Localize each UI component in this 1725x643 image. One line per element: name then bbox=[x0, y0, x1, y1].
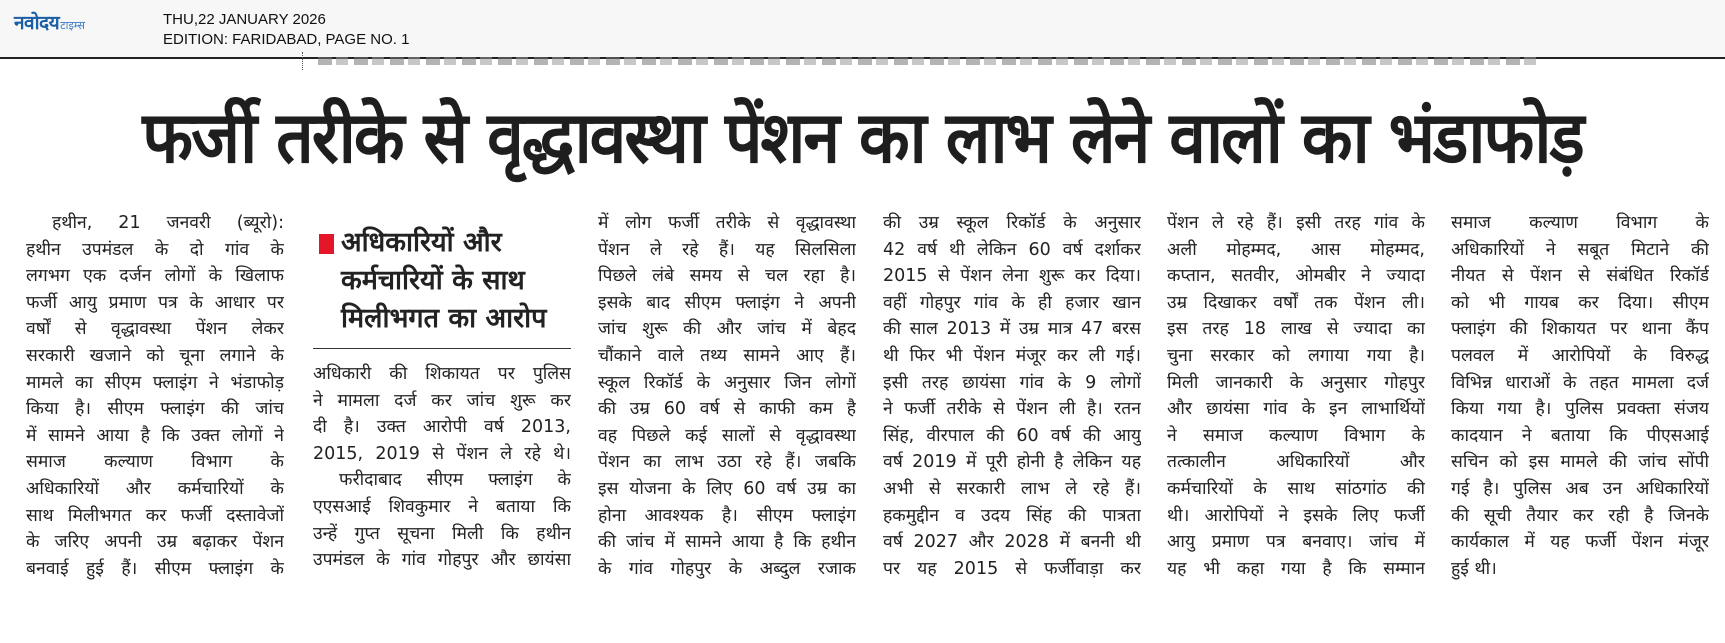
article-text-line: पलवल में आरोपियों के विरुद्ध bbox=[1451, 345, 1709, 366]
article-column-2 bbox=[313, 210, 571, 574]
article-text-line: हथीन उपमंडल के दो गांव के bbox=[26, 239, 284, 260]
article-text-line: वर्षों से वृद्धावस्था पेंशन लेकर bbox=[26, 319, 284, 340]
subheadline-text: अधिकारियों और कर्मचारियों के साथ मिलीभगत का आरोप bbox=[341, 227, 547, 334]
article-text-line: की साल 2013 में उम्र मात्र 47 बरस bbox=[883, 319, 1141, 340]
article-text-line: में सामने आया है कि उक्त लोगों ने bbox=[26, 425, 284, 446]
article-text-line: आयु प्रमाण पत्र बनवाए। जांच में bbox=[1167, 532, 1425, 553]
article-text-line: चौंकाने वाले तथ्य सामने आए हैं। bbox=[598, 345, 856, 366]
article-text-line: सिंह, वीरपाल की 60 वर्ष की आयु bbox=[883, 425, 1141, 446]
article-text-line: इस तरह 18 लाख से ज्यादा का bbox=[1167, 319, 1425, 340]
cropped-text-line bbox=[318, 57, 1538, 65]
article-text-line: इसके बाद सीएम फ्लाइंग ने अपनी bbox=[598, 292, 856, 313]
article-text-line: चुना सरकार को लगाया गया है। bbox=[1167, 345, 1425, 366]
article-text-line: की उम्र 60 वर्ष से काफी कम है bbox=[598, 399, 856, 420]
date-line: THU,22 JANUARY 2026 bbox=[163, 11, 326, 28]
article-text-line: कप्तान, सतवीर, ओमबीर ने ज्यादा bbox=[1167, 266, 1425, 287]
article-text-line: वहीं गोहपुर गांव के ही हजार खान bbox=[883, 292, 1141, 313]
article-text-line: उपमंडल के गांव गोहपुर और छायंसा bbox=[313, 550, 571, 571]
article-text-line: वर्ष 2019 में पूरी होनी है लेकिन यह bbox=[883, 452, 1141, 473]
article-text-line: फर्जी आयु प्रमाण पत्र के आधार पर bbox=[26, 292, 284, 313]
article-text-line: फ्लाइंग की शिकायत पर थाना कैंप bbox=[1451, 319, 1709, 340]
article-text-line: और छायंसा गांव के इन लाभार्थियों bbox=[1167, 399, 1425, 420]
article-body bbox=[26, 210, 1709, 598]
article-text-line: 2015 से पेंशन लेना शुरू कर दिया। bbox=[883, 266, 1141, 287]
article-text-line: जांच शुरू की और जांच में बेहद bbox=[598, 319, 856, 340]
article-text-line: अभी से सरकारी लाभ ले रहे हैं। bbox=[883, 478, 1141, 499]
article-text-line: के गांव गोहपुर के अब्दुल रजाक bbox=[598, 558, 856, 579]
article-text-line: इस योजना के लिए 60 वर्ष उम्र का bbox=[598, 478, 856, 499]
edition-line: EDITION: FARIDABAD, PAGE NO. 1 bbox=[163, 31, 410, 48]
article-text-line: हथीन, 21 जनवरी (ब्यूरो): bbox=[52, 213, 284, 233]
article-text-line: किया है। सीएम फ्लाइंग की जांच bbox=[26, 399, 284, 420]
logo-sub-text: टाइम्स bbox=[60, 19, 85, 32]
article-text-line: तत्कालीन अधिकारियों और bbox=[1167, 452, 1425, 473]
column-2-text bbox=[313, 361, 571, 574]
article-text-line: इसी तरह छायंसा गांव के 9 लोगों bbox=[883, 372, 1141, 393]
article-text-line: एएसआई शिवकुमार ने बताया कि bbox=[313, 496, 571, 517]
article-text-line: स्कूल रिकॉर्ड के अनुसार जिन लोगों bbox=[598, 372, 856, 393]
article-text-line: के जरिए अपनी उम्र बढ़ाकर पेंशन bbox=[26, 532, 284, 553]
article-column-3 bbox=[598, 210, 856, 582]
article-text-line: लगभग एक दर्जन लोगों के खिलाफ bbox=[26, 266, 284, 287]
previous-article-cutoff bbox=[300, 52, 1540, 70]
article-text-line: सचिन को इस मामले की जांच सोंपी bbox=[1451, 452, 1709, 473]
article-subheadline bbox=[313, 224, 571, 349]
article-text-line: हकमुद्दीन व उदय सिंह की पात्रता bbox=[883, 505, 1141, 526]
article-column-1 bbox=[26, 210, 284, 582]
article-text-line: विभिन्न धाराओं के तहत मामला दर्ज bbox=[1451, 372, 1709, 393]
article-text-line: साथ मिलीभगत कर फर्जी दस्तावेजों bbox=[26, 505, 284, 526]
article-text-line: वर्ष 2027 और 2028 में बननी थी bbox=[883, 532, 1141, 553]
article-text-line: अधिकारियों और कर्मचारियों के bbox=[26, 478, 284, 499]
article-text-line: दी है। उक्त आरोपी वर्ष 2013, bbox=[313, 417, 571, 438]
article-text-line: ने मामला दर्ज कर जांच शुरू कर bbox=[313, 390, 571, 411]
article-text-line: थी। आरोपियों ने इसके लिए फर्जी bbox=[1167, 505, 1425, 526]
article-text-line: समाज कल्याण विभाग के bbox=[26, 452, 284, 473]
article-text-line: अधिकारियों ने सबूत मिटाने की bbox=[1451, 239, 1709, 260]
article-text-line: गई है। पुलिस अब उन अधिकारियों bbox=[1451, 478, 1709, 499]
article-text-line: मामले का सीएम फ्लाइंग ने भंडाफोड़ bbox=[26, 372, 284, 393]
publication-logo[interactable] bbox=[14, 9, 85, 35]
article-text-line: ने समाज कल्याण विभाग के bbox=[1167, 425, 1425, 446]
article-text-line: मिली जानकारी के अनुसार गोहपुर bbox=[1167, 372, 1425, 393]
logo-main-text: नवोदय bbox=[14, 12, 60, 34]
article-column-5 bbox=[1167, 210, 1425, 582]
article-text-line: की जांच में सामने आया है कि हथीन bbox=[598, 532, 856, 553]
article-text-line: हुई थी। bbox=[1451, 558, 1497, 579]
article-text-line: थी फिर भी पेंशन मंजूर कर ली गई। bbox=[883, 345, 1141, 366]
article-text-line: अली मोहम्मद, आस मोहम्मद, bbox=[1167, 239, 1425, 260]
article-text-line: नीयत से पेंशन से संबंधित रिकॉर्ड bbox=[1451, 266, 1709, 287]
column-divider bbox=[302, 52, 303, 70]
next-article-headline-cutoff bbox=[0, 608, 1725, 643]
article-text-line: फरीदाबाद सीएम फ्लाइंग के bbox=[339, 470, 571, 491]
article-text-line: सरकारी खजाने को चूना लगाने के bbox=[26, 345, 284, 366]
article-text-line: कार्यकाल में यह फर्जी पेंशन मंजूर bbox=[1451, 532, 1709, 553]
article-text-line: पेंशन ले रहे हैं। यह सिलसिला bbox=[598, 239, 856, 260]
article-column-6 bbox=[1451, 210, 1709, 582]
article-text-line: की सूची तैयार कर रही है जिनके bbox=[1451, 505, 1709, 526]
article-text-line: बनवाई हुई हैं। सीएम फ्लाइंग के bbox=[26, 558, 284, 579]
article-text-line: उन्हें गुप्त सूचना मिली कि हथीन bbox=[313, 523, 571, 544]
newspaper-header-bar bbox=[0, 0, 1725, 59]
article-text-line: पेंशन का लाभ उठा रहे हैं। जबकि bbox=[598, 452, 856, 473]
article-text-line: 2015, 2019 से पेंशन ले रहे थे। bbox=[313, 443, 571, 464]
article-column-4 bbox=[883, 210, 1141, 582]
article-headline: फर्जी तरीके से वृद्धावस्था पेंशन का लाभ लेने वालों का भंडाफोड़ bbox=[142, 95, 1583, 180]
article-text-line: कादयान ने बताया कि पीएसआई bbox=[1451, 425, 1709, 446]
article-text-line: होना आवश्यक है। सीएम फ्लाइंग bbox=[598, 505, 856, 526]
article-text-line: ने फर्जी तरीके से पेंशन ली है। रतन bbox=[883, 399, 1141, 420]
article-text-line: यह भी कहा गया है कि सम्मान bbox=[1167, 558, 1425, 579]
article-text-line: उम्र दिखाकर वर्षों तक पेंशन ली। bbox=[1167, 292, 1425, 313]
edition-info bbox=[163, 10, 409, 50]
article-text-line: में लोग फर्जी तरीके से वृद्धावस्था bbox=[598, 213, 856, 233]
article-text-line: वह पिछले कई सालों से वृद्धावस्था bbox=[598, 425, 856, 446]
article-text-line: समाज कल्याण विभाग के bbox=[1451, 213, 1709, 233]
article-text-line: पेंशन ले रहे हैं। इसी तरह गांव के bbox=[1167, 213, 1425, 233]
article-text-line: किया गया है। पुलिस प्रवक्ता संजय bbox=[1451, 399, 1709, 420]
article-text-line: की उम्र स्कूल रिकॉर्ड के अनुसार bbox=[883, 213, 1141, 233]
article-text-line: को भी गायब कर दिया। सीएम bbox=[1451, 292, 1709, 313]
red-square-bullet-icon bbox=[319, 234, 334, 254]
article-text-line: अधिकारी की शिकायत पर पुलिस bbox=[313, 364, 571, 384]
article-text-line: पिछले लंबे समय से चल रहा है। bbox=[598, 266, 856, 287]
article-text-line: पर यह 2015 से फर्जीवाड़ा कर bbox=[883, 558, 1141, 579]
article-text-line: 42 वर्ष थी लेकिन 60 वर्ष दर्शाकर bbox=[883, 239, 1141, 260]
article-text-line: कर्मचारियों के साथ सांठगांठ की bbox=[1167, 478, 1425, 499]
